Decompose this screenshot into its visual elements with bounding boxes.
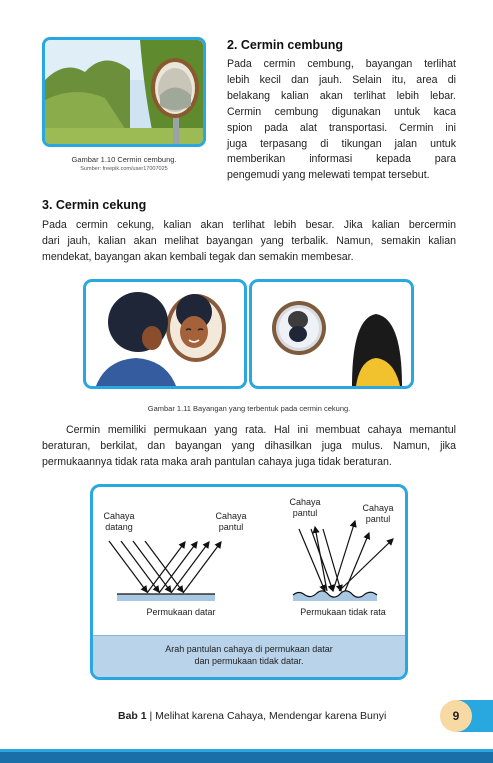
- reflection-paragraph: [42, 423, 456, 471]
- label-line: Cahaya: [215, 511, 247, 521]
- section-3-heading: 3. Cermin cekung: [42, 198, 147, 212]
- figure-1-10-source: Sumber: freepik.com/user17007025: [80, 166, 168, 172]
- figure-1-11-right-illustration: [249, 279, 414, 389]
- text-line: pengemudi yang melewati tempat tersebut.: [227, 169, 430, 182]
- section-2-heading: 2. Cermin cembung: [227, 38, 343, 52]
- flat-surface: [117, 594, 215, 601]
- text-line: permukaannya tidak rata maka arah pantulan cahaya juga tidak beraturan.: [42, 455, 392, 468]
- text-line: Cermin cembung digunakan untuk kaca: [227, 105, 456, 118]
- text-line: juga terpasang di tikungan jalan untuk: [227, 137, 456, 150]
- reflection-diagram-caption: [93, 635, 405, 677]
- text-line: memberikan informasi kepada para: [227, 153, 456, 166]
- text-line: Cermin memiliki permukaan yang rata. Hal ini membuat cahaya memantul: [66, 424, 456, 436]
- text-line: lebih kecil dan jauh. Selain itu, area di: [227, 73, 456, 86]
- label-reflected-light-right-b: [356, 503, 400, 525]
- chapter-footer: [118, 710, 386, 722]
- label-incoming-light: [97, 511, 141, 533]
- text-line: spion pada alat transportasi. Cermin ini: [227, 121, 456, 134]
- label-line: pantul: [365, 514, 391, 524]
- reflection-diagram: [90, 484, 408, 680]
- label-line: Cahaya: [289, 497, 321, 507]
- text-line: Pada cermin cekung, kalian akan terlihat lebih besar. Jika kalian bercermin: [42, 219, 456, 231]
- text-line: mendekat, bayangan akan kembali tegak dan semakin membesar.: [42, 250, 354, 263]
- chapter-number: Bab 1: [118, 710, 147, 722]
- bottom-bar-accent: [0, 749, 493, 752]
- label-rough-surface: Permukaan tidak rata: [300, 607, 386, 617]
- label-line: pantul: [218, 522, 244, 532]
- label-line: Cahaya: [362, 503, 394, 513]
- text-line: beraturan, berkilat, dan bayangan yang dihasilkan juga mulus. Namun, jika: [42, 439, 456, 452]
- text-line: dari jauh, kalian akan melihat bayangan yang terbalik. Namun, semakin kalian: [42, 234, 456, 247]
- label-reflected-light-right-a: [283, 497, 327, 519]
- label-line: datang: [105, 522, 133, 532]
- figure-1-10-caption: Gambar 1.10 Cermin cembung.: [71, 155, 177, 164]
- label-flat-surface: Permukaan datar: [146, 607, 216, 617]
- section-3-text: [42, 218, 456, 266]
- figure-1-10-photo: [42, 37, 206, 147]
- section-2-text: [227, 57, 456, 184]
- text-line: belakang kalian akan terlihat lebih lebar.: [227, 89, 456, 102]
- figure-1-11-left-illustration: [83, 279, 247, 389]
- page-number: 9: [440, 700, 472, 732]
- caption-line: dan permukaan tidak datar.: [194, 656, 304, 666]
- caption-line: Arah pantulan cahaya di permukaan datar: [165, 644, 333, 654]
- chapter-title: Melihat karena Cahaya, Mendengar karena Bunyi: [155, 710, 387, 722]
- label-line: pantul: [292, 508, 318, 518]
- text-line: Pada cermin cembung, bayangan terlihat: [227, 58, 456, 70]
- label-line: Cahaya: [103, 511, 135, 521]
- figure-1-11-caption: Gambar 1.11 Bayangan yang terbentuk pada cermin cekung.: [147, 404, 351, 413]
- footer-separator: |: [146, 710, 156, 722]
- label-reflected-light-left: [209, 511, 253, 533]
